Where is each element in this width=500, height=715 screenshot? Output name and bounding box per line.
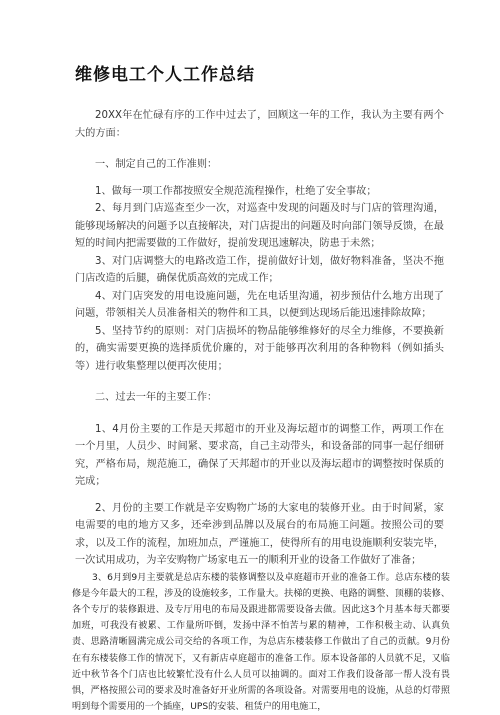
section1-item-5: 5、坚持节约的原则：对门店损坏的物品能够维修好的尽全力维修，不要换新的，确实需要更换的选择质优价廉的，对于能够再次利用的各种物料（例如插头等）进行收集整理以便再次使用；	[75, 323, 444, 376]
intro-paragraph: 20XX年在忙碌有序的工作中过去了，回顾这一年的工作，我认为主要有两个大的方面：	[75, 107, 444, 142]
section2-item-1: 1、4月份主要的工作是天邦超市的开业及海坛超市的调整工作，两项工作在一个月里，人员少、时间紧、要求高，自己主动带头，和设备部的同事一起仔细研究，严格布局，规范施工，确保了天邦超市的开业以及海坛超市的调整按时保质的完成；	[75, 421, 444, 491]
section2-heading: 二、过去一年的主要工作：	[75, 389, 444, 407]
section1-item-2: 2、每月到门店巡查至少一次，对巡查中发现的问题及时与门店的管理沟通，能够现场解决的问题予以直接解决，对门店提出的问题及时向部门领导反馈，在最短的时间内把需要做的工作做好，提前发现迅速解决，防患于未然；	[75, 200, 444, 253]
section1-item-3: 3、对门店调整大的电路改造工作，提前做好计划，做好物料准备，坚决不拖门店改造的后腿，确保优质高效的完成工作；	[75, 253, 444, 288]
document-title: 维修电工个人工作总结	[75, 60, 444, 85]
section2-item-3: 3、6月到9月主要就是总店东楼的装修调整以及卓庭超市开业的准备工作。总店东楼的装修是今年最大的工程，涉及的设施较多，工作量大。扶梯的更换、电路的调整、顶棚的装修、各个专厅的装修跟进、及专厅用电的布局及跟进都需要设备去做。因此这3个月基本每天都要加班，可我没有被累、工作量所吓倒，发扬中泽不怕苦与累的精神，工作积极主动、认真负责、思路清晰圆满完成公司交给的各项工作，为总店东楼装修工作做出了自己的贡献。9月份在有东楼装修工作的情况下，又有新店卓庭超市的准备工作。原本设备部的人员就不足，又临近中秋节各个门店也比较繁忙没有什么人员可以抽调的。面对工作我们设备部一帮人没有畏惧，严格按照公司的要求及时准备好开业所需的各项设备。对需要用电的设施，从总的灯带照明到每个需要用的一个插座，UPS的安装、租赁户的用电施工，	[72, 570, 450, 715]
section2-item-2: 2、月份的主要工作就是辛安购物广场的大家电的装修开业。由于时间紧，家电需要的电的地方又多，还牵涉到品牌以及展台的布局施工问题。按照公司的要求，以及工作的流程，加班加点，严谨施工，使得所有的用电设施顺利安装完毕，一次试用成功，为辛安购物广场家电五一的顺利开业的设备工作做好了准备；	[75, 500, 444, 570]
section1-item-4: 4、对门店突发的用电设施问题，先在电话里沟通，初步预估什么地方出现了问题，带领相关人员准备相关的物件和工具，以便到达现场后能迅速排除故障；	[75, 288, 444, 323]
section1-heading: 一、制定自己的工作准则：	[75, 156, 444, 174]
section1-item-1: 1、做每一项工作都按照安全规范流程操作，杜绝了安全事故；	[75, 183, 444, 201]
